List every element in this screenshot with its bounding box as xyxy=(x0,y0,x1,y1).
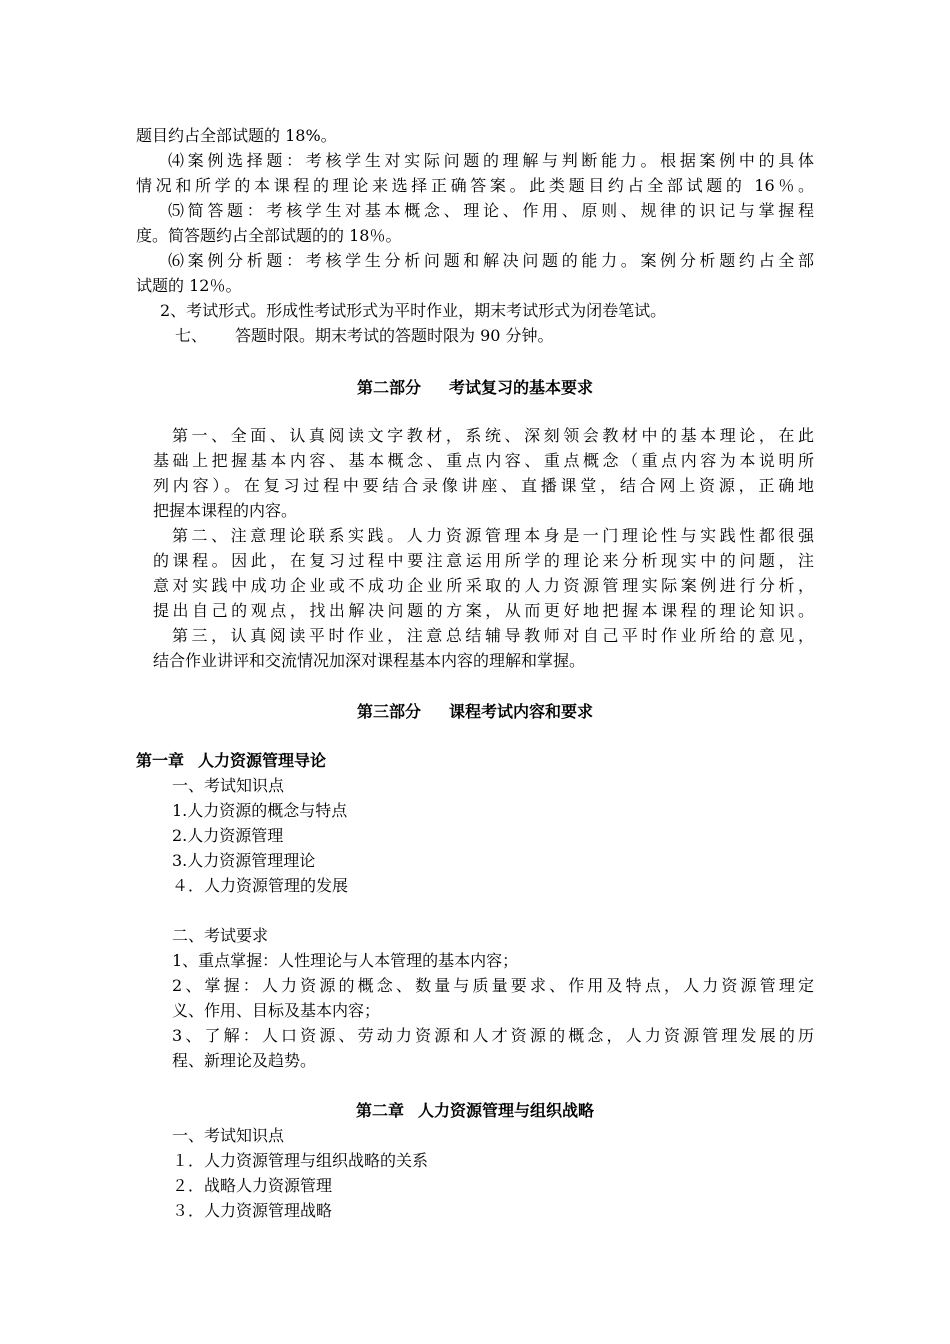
part2-heading: 第二部分 考试复习的基本要求 xyxy=(356,378,594,397)
requirement-line: 程、新理论及趋势。 xyxy=(172,1051,317,1070)
list-item: ３．人力资源管理战略 xyxy=(172,1201,333,1220)
paragraph-line: 第二、注意理论联系实践。人力资源管理本身是一门理论性与实践性都很强 xyxy=(172,526,814,545)
chapter1-title: 第一章 人力资源管理导论 xyxy=(136,751,327,770)
requirement-line: 3、了解：人口资源、劳动力资源和人才资源的概念，人力资源管理发展的历 xyxy=(172,1026,814,1045)
section-number: 七、 xyxy=(175,326,208,345)
text-line: 题目约占全部试题的 18%。 xyxy=(136,126,337,145)
requirement-line: 1、重点掌握：人性理论与人本管理的基本内容； xyxy=(172,951,519,970)
text-line: 度。简答题约占全部试题的的 18％。 xyxy=(136,226,402,245)
requirement-line: 2、掌握：人力资源的概念、数量与质量要求、作用及特点，人力资源管理定 xyxy=(172,976,814,995)
chapter2-title: 第二章 人力资源管理与组织战略 xyxy=(355,1101,595,1120)
text-line: ⑸简答题：考核学生对基本概念、理论、作用、原则、规律的识记与掌握程 xyxy=(168,201,814,220)
paragraph-line: 结合作业讲评和交流情况加深对课程基本内容的理解和掌握。 xyxy=(153,651,586,670)
paragraph-line: 把握本课程的内容。 xyxy=(153,501,298,520)
paragraph-line: 基础上把握基本内容、基本概念、重点内容、重点概念（重点内容为本说明所 xyxy=(153,451,814,470)
section-heading: 一、考试知识点 xyxy=(172,776,285,795)
list-item: 3.人力资源管理理论 xyxy=(172,851,316,870)
paragraph-line: 第一、全面、认真阅读文字教材，系统、深刻领会教材中的基本理论，在此 xyxy=(172,426,814,445)
paragraph-line: 提出自己的观点，找出解决问题的方案，从而更好地把握本课程的理论知识。 xyxy=(153,601,814,620)
list-item: １．人力资源管理与组织战略的关系 xyxy=(172,1151,429,1170)
list-item: 2.人力资源管理 xyxy=(172,826,284,845)
paragraph-line: 意对实践中成功企业或不成功企业所采取的人力资源管理实际案例进行分析， xyxy=(153,576,814,595)
text-line xyxy=(175,325,554,347)
text-line: ⑹案例分析题：考核学生分析问题和解决问题的能力。案例分析题约占全部 xyxy=(168,251,814,270)
list-item: ４．人力资源管理的发展 xyxy=(172,876,349,895)
section-heading: 二、考试要求 xyxy=(172,926,269,945)
paragraph-line: 第三，认真阅读平时作业，注意总结辅导教师对自己平时作业所给的意见， xyxy=(172,626,814,645)
text-line: 2、考试形式。形成性考试形式为平时作业，期末考试形式为闭卷笔试。 xyxy=(160,301,667,320)
paragraph-line: 列内容）。在复习过程中要结合录像讲座、直播课堂，结合网上资源，正确地 xyxy=(153,476,814,495)
requirement-line: 义、作用、目标及基本内容； xyxy=(172,1001,381,1020)
section-heading: 一、考试知识点 xyxy=(172,1126,285,1145)
list-item: 1.人力资源的概念与特点 xyxy=(172,801,348,820)
text-line: 试题的 12％。 xyxy=(136,276,242,295)
paragraph-line: 的课程。因此，在复习过程中要注意运用所学的理论来分析现实中的问题，注 xyxy=(153,551,814,570)
text-line: ⑷案例选择题：考核学生对实际问题的理解与判断能力。根据案例中的具体 xyxy=(168,151,814,170)
list-item: ２．战略人力资源管理 xyxy=(172,1176,333,1195)
text-line: 情况和所学的本课程的理论来选择正确答案。此类题目约占全部试题的 16％。 xyxy=(136,176,814,195)
section-text: 答题时限。期末考试的答题时限为 90 分钟。 xyxy=(235,326,554,345)
part3-heading: 第三部分 课程考试内容和要求 xyxy=(356,702,594,721)
